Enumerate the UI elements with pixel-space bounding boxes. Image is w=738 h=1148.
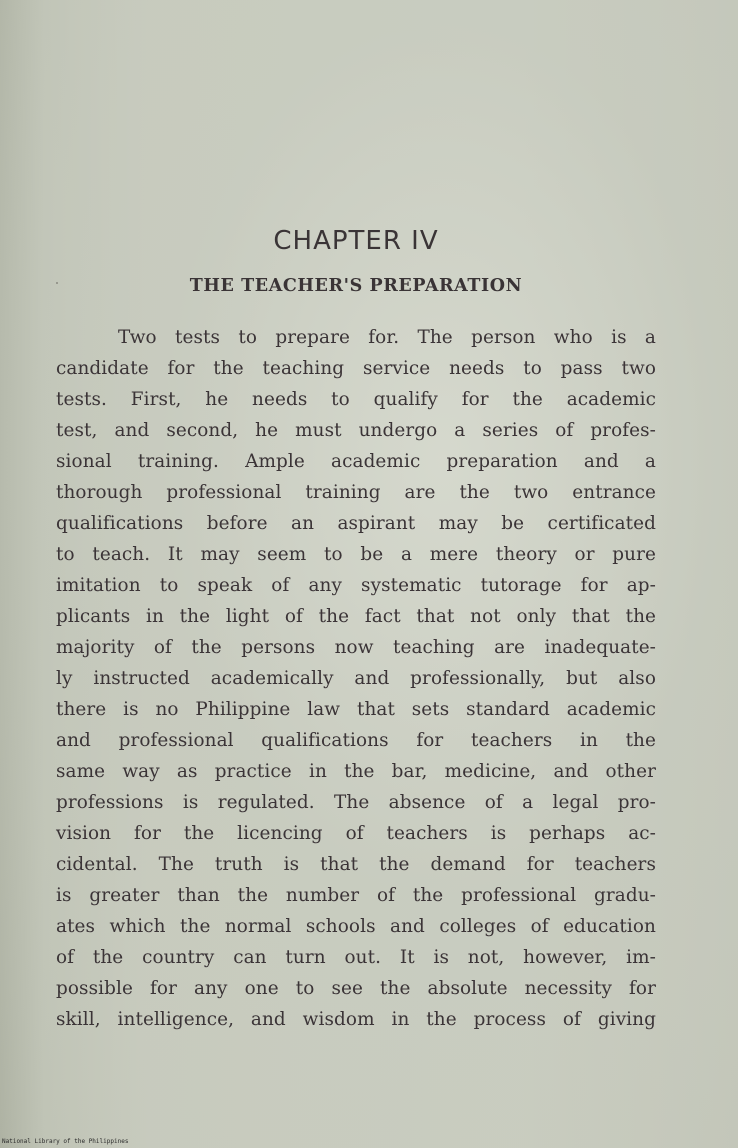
body-line: same way as practice in the bar, medicine, and other (56, 761, 656, 782)
body-line: is greater than the number of the professional gradu- (56, 885, 656, 906)
body-line: and professional qualifications for teachers in the (56, 730, 656, 751)
body-line: tests. First, he needs to qualify for the academic (56, 389, 656, 410)
body-line: ly instructed academically and professionally, but also (56, 668, 656, 689)
body-line: qualifications before an aspirant may be certificated (56, 513, 656, 534)
body-line: imitation to speak of any systematic tutorage for ap- (56, 575, 656, 596)
body-line: plicants in the light of the fact that not only that the (56, 606, 656, 627)
chapter-number-heading: CHAPTER IV (273, 226, 439, 256)
body-line: Two tests to prepare for. The person who is a (118, 327, 656, 348)
body-line: thorough professional training are the two entrance (56, 482, 656, 503)
body-line: sional training. Ample academic preparation and a (56, 451, 656, 472)
body-line: professions is regulated. The absence of a legal pro- (56, 792, 656, 813)
body-line: possible for any one to see the absolute necessity for (56, 978, 656, 999)
body-paragraph (56, 322, 656, 1035)
chapter-title: THE TEACHER'S PREPARATION (189, 276, 523, 296)
body-line: ates which the normal schools and colleges of education (56, 916, 656, 937)
body-line: there is no Philippine law that sets standard academic (56, 699, 656, 720)
body-line: cidental. The truth is that the demand for teachers (56, 854, 656, 875)
library-credit-footer: National Library of the Philippines (2, 1138, 129, 1145)
body-line: majority of the persons now teaching are inadequate- (56, 637, 656, 658)
body-line: to teach. It may seem to be a mere theory or pure (56, 544, 656, 565)
body-line: skill, intelligence, and wisdom in the process of giving (56, 1009, 656, 1030)
body-line: of the country can turn out. It is not, however, im- (56, 947, 656, 968)
paper-speck (56, 282, 58, 284)
body-line: vision for the licencing of teachers is perhaps ac- (56, 823, 656, 844)
body-line: test, and second, he must undergo a series of profes- (56, 420, 656, 441)
body-line: candidate for the teaching service needs to pass two (56, 358, 656, 379)
